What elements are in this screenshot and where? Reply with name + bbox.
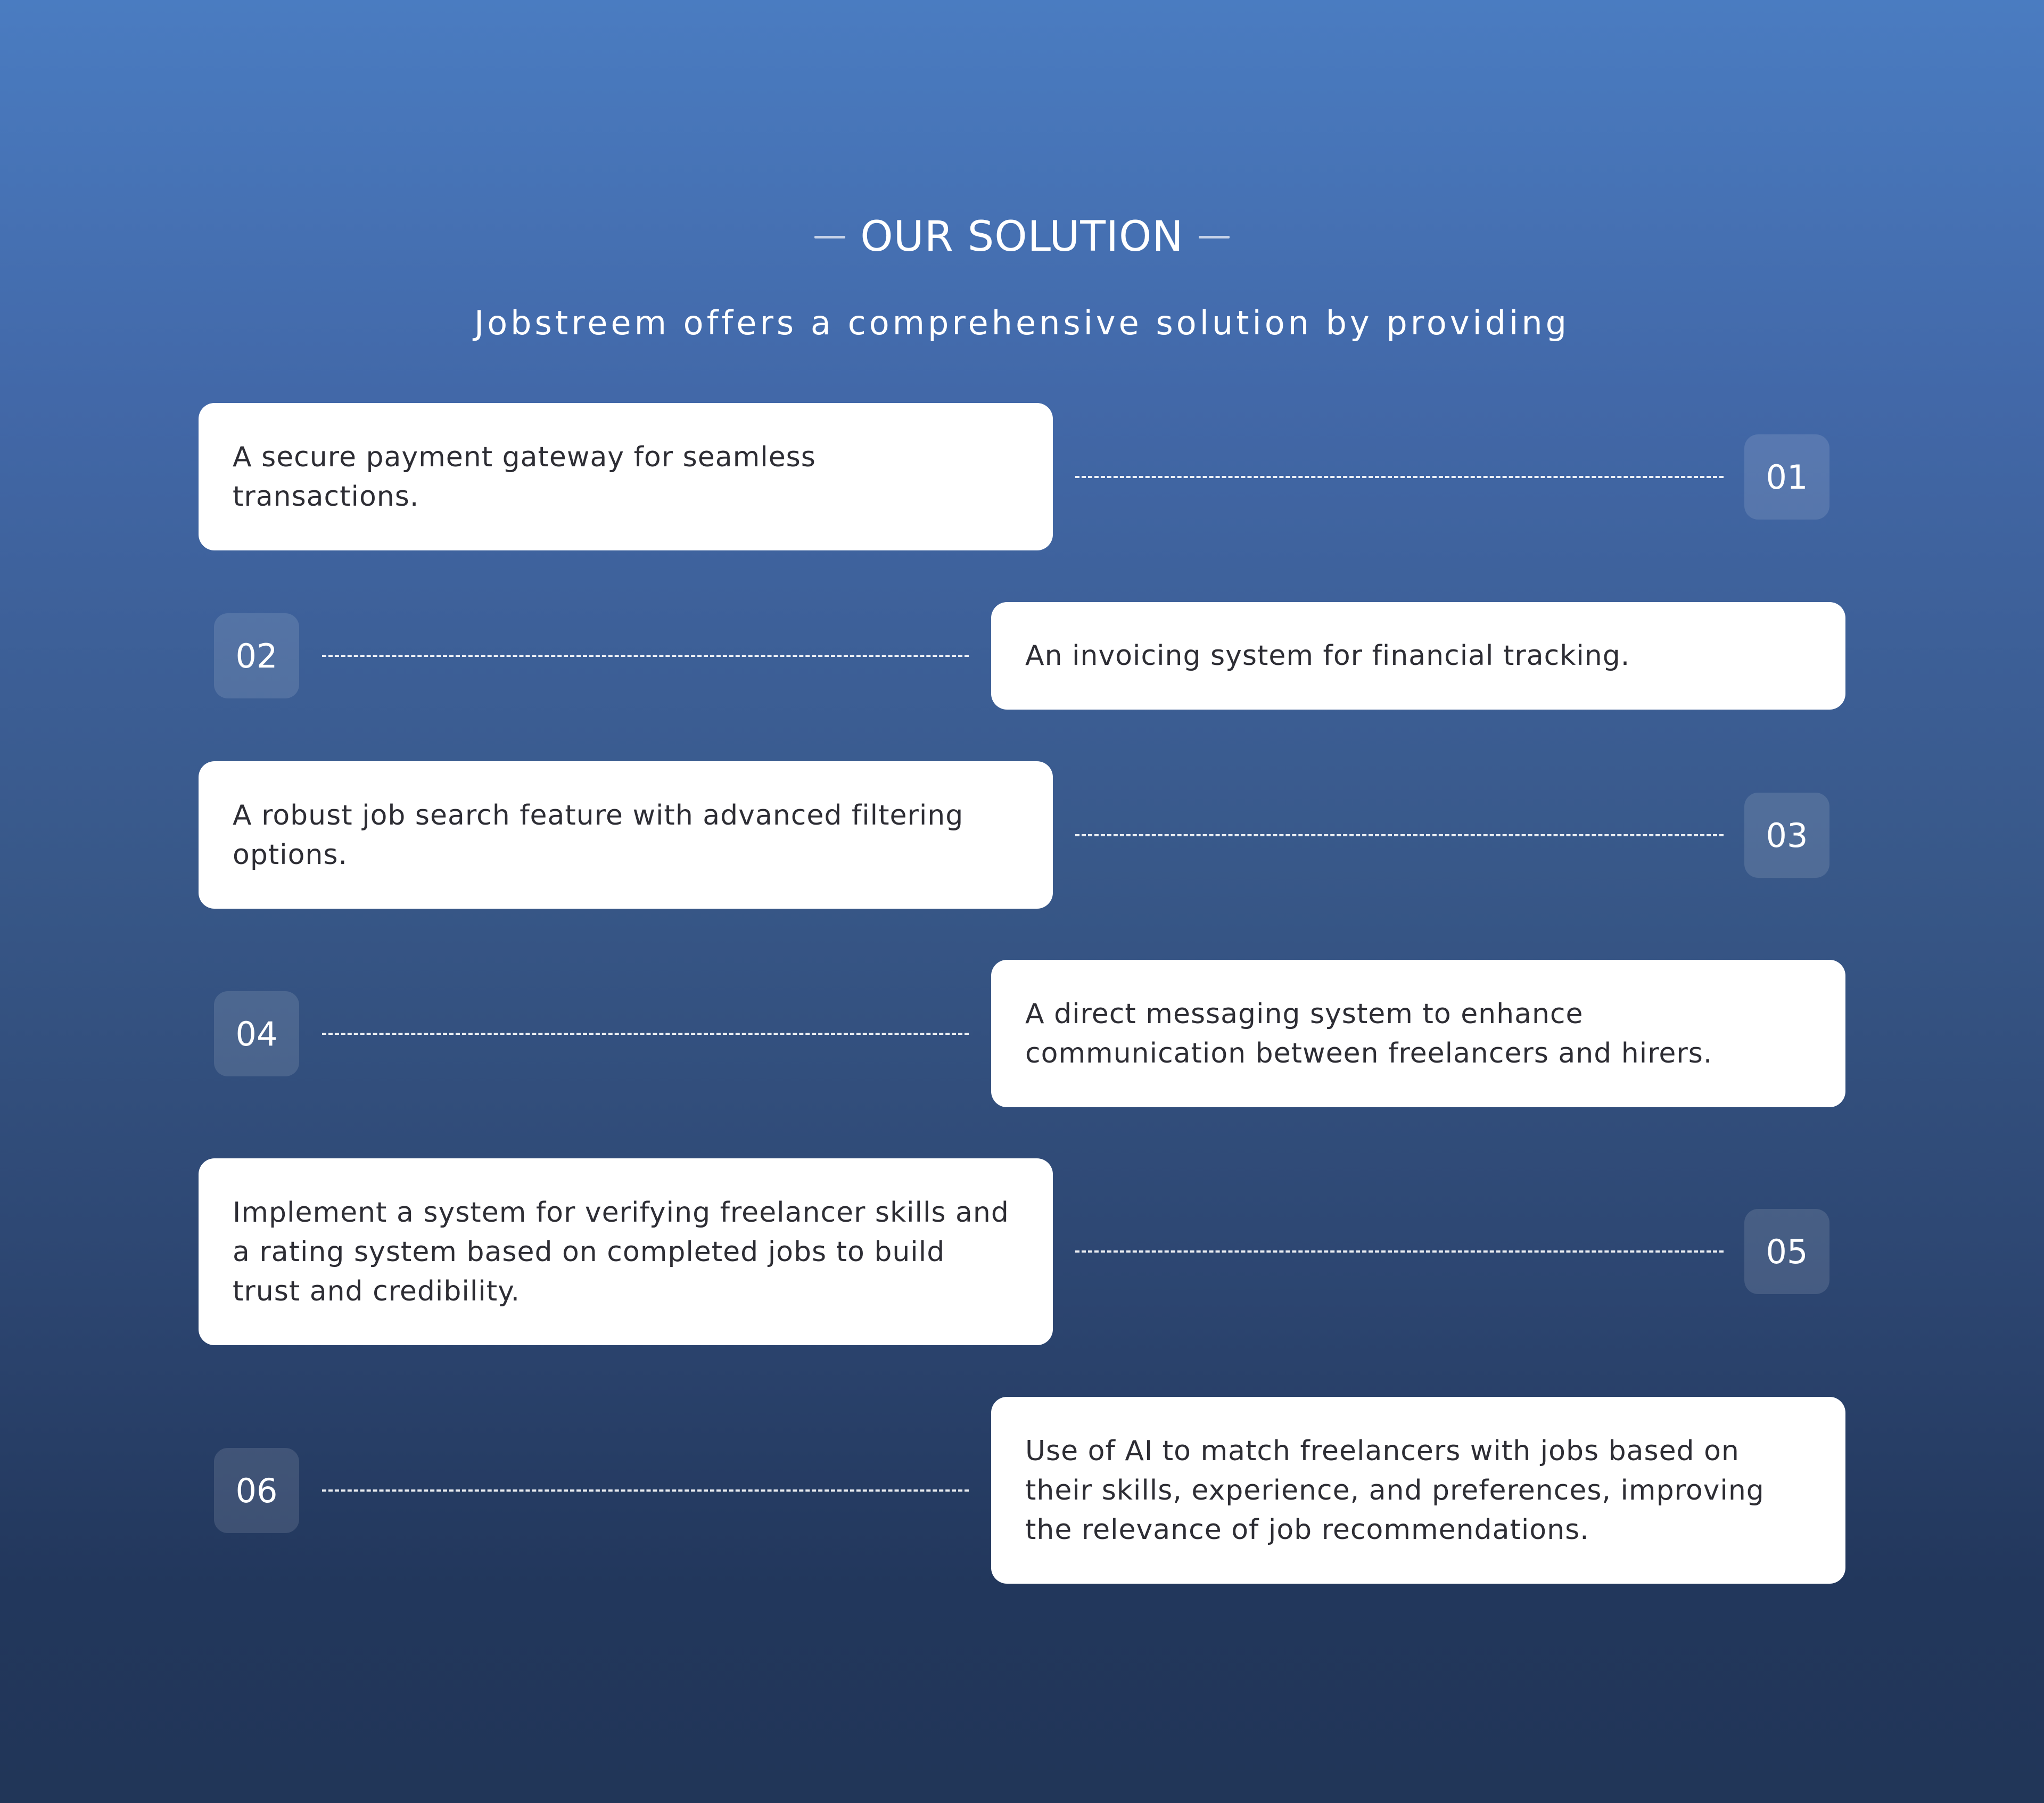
section-heading	[0, 210, 2044, 264]
heading-dash-left	[814, 236, 845, 238]
solution-card	[199, 761, 1053, 909]
solution-card-text: Use of AI to match freelancers with jobs based on their skills, experience, and preferences, improving the relevance of job recommendations.	[1025, 1435, 1765, 1546]
solution-card-text: A secure payment gateway for seamless transactions.	[233, 441, 816, 513]
solution-item-04	[0, 960, 2044, 1107]
step-number-badge: 04	[214, 991, 299, 1076]
solution-item-06	[0, 1397, 2044, 1584]
solution-card	[991, 1397, 1845, 1584]
step-number-badge: 02	[214, 613, 299, 698]
solution-card	[991, 602, 1845, 710]
solution-item-01	[0, 403, 2044, 550]
solution-item-05	[0, 1158, 2044, 1345]
step-number-badge: 06	[214, 1448, 299, 1533]
dashed-connector	[1075, 834, 1724, 836]
solution-card-text: An invoicing system for financial tracking.	[1025, 640, 1630, 672]
solution-item-03	[0, 761, 2044, 909]
solution-card-text: Implement a system for verifying freelancer skills and a rating system based on completed jobs to build trust and credibility.	[233, 1196, 1009, 1307]
dashed-connector	[322, 1489, 969, 1492]
solution-card	[199, 403, 1053, 550]
section-title: OUR SOLUTION	[860, 213, 1184, 261]
solution-item-02	[0, 602, 2044, 710]
solution-card-text: A robust job search feature with advanced filtering options.	[233, 799, 964, 871]
section-subtitle: Jobstreem offers a comprehensive solution by providing	[474, 303, 1570, 342]
step-number-badge: 01	[1744, 434, 1829, 520]
dashed-connector	[322, 1033, 969, 1035]
dashed-connector	[322, 655, 969, 657]
solution-card	[199, 1158, 1053, 1345]
dashed-connector	[1075, 1250, 1724, 1253]
heading-dash-right	[1199, 236, 1230, 238]
step-number-badge: 03	[1744, 793, 1829, 878]
step-number-badge: 05	[1744, 1209, 1829, 1294]
dashed-connector	[1075, 476, 1724, 478]
solution-card-text: A direct messaging system to enhance communication between freelancers and hirers.	[1025, 998, 1713, 1069]
solution-card	[991, 960, 1845, 1107]
